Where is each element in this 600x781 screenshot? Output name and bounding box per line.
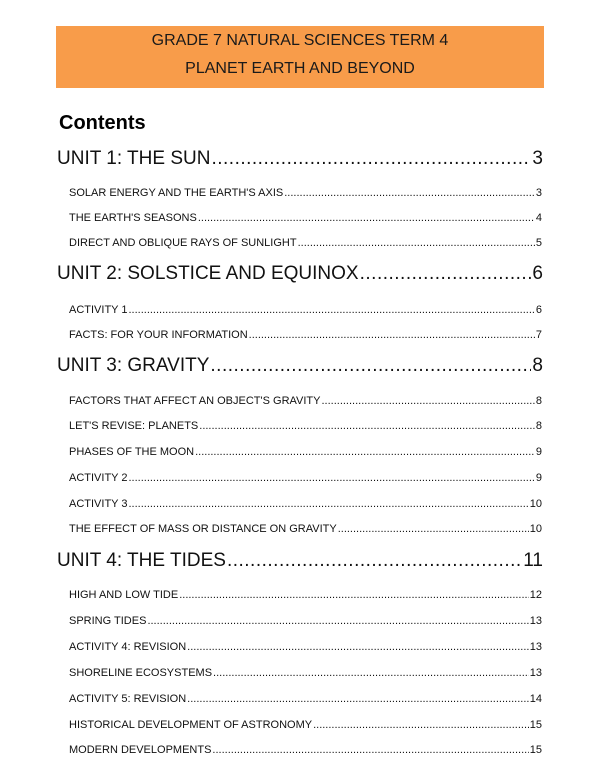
toc-title: UNIT 1: THE SUN <box>57 148 211 169</box>
toc-entry[interactable] <box>69 445 542 459</box>
toc-entry[interactable] <box>69 743 542 757</box>
toc-title: SOLAR ENERGY AND THE EARTH'S AXIS <box>69 187 284 199</box>
toc-page: 10 <box>529 523 542 535</box>
toc-title: MODERN DEVELOPMENTS <box>69 744 212 756</box>
toc-page: 4 <box>535 212 542 224</box>
title-banner <box>56 26 544 88</box>
toc-entry-unit[interactable] <box>57 263 543 285</box>
toc-title: LET'S REVISE: PLANETS <box>69 420 199 432</box>
toc-leader <box>284 186 535 200</box>
toc-entry-unit[interactable] <box>57 148 543 170</box>
toc-page: 14 <box>529 693 542 705</box>
toc-page: 3 <box>532 148 543 169</box>
toc-leader <box>147 614 528 628</box>
toc-title: ACTIVITY 5: REVISION <box>69 693 187 705</box>
toc-page: 13 <box>529 615 542 627</box>
contents-heading: Contents <box>59 112 146 134</box>
toc-page: 11 <box>523 550 543 571</box>
toc-title: THE EFFECT OF MASS OR DISTANCE ON GRAVITY <box>69 523 337 535</box>
toc-entry[interactable] <box>69 236 542 250</box>
toc-leader <box>179 588 529 602</box>
toc-page: 8 <box>535 420 542 432</box>
toc-title: ACTIVITY 2 <box>69 472 128 484</box>
toc-title: HISTORICAL DEVELOPMENT OF ASTRONOMY <box>69 719 313 731</box>
toc-leader <box>195 445 535 459</box>
toc-title: SHORELINE ECOSYSTEMS <box>69 667 213 679</box>
toc-leader <box>338 522 529 536</box>
toc-entry[interactable] <box>69 471 542 485</box>
banner-title-line2: PLANET EARTH AND BEYOND <box>185 60 415 77</box>
toc-page: 9 <box>535 472 542 484</box>
toc-leader <box>128 497 528 511</box>
toc-title: ACTIVITY 4: REVISION <box>69 641 187 653</box>
toc-leader <box>360 263 532 285</box>
toc-page: 5 <box>535 237 542 249</box>
toc-page: 13 <box>529 667 542 679</box>
toc-title: FACTORS THAT AFFECT AN OBJECT'S GRAVITY <box>69 395 321 407</box>
toc-title: UNIT 2: SOLSTICE AND EQUINOX <box>57 263 359 284</box>
toc-leader <box>249 328 535 342</box>
toc-page: 12 <box>529 589 542 601</box>
toc-title: ACTIVITY 3 <box>69 498 128 510</box>
toc-page: 15 <box>529 744 542 756</box>
toc-entry[interactable] <box>69 588 542 602</box>
toc-entry-unit[interactable] <box>57 355 543 377</box>
toc-page: 8 <box>535 395 542 407</box>
toc-entry[interactable] <box>69 718 542 732</box>
toc-page: 9 <box>535 446 542 458</box>
toc-entry[interactable] <box>69 419 542 433</box>
toc-leader <box>187 692 529 706</box>
toc-leader <box>213 666 529 680</box>
banner-title-line1: GRADE 7 NATURAL SCIENCES TERM 4 <box>151 32 449 49</box>
toc-leader <box>199 419 535 433</box>
toc-entry[interactable] <box>69 692 542 706</box>
toc-page: 13 <box>529 641 542 653</box>
toc-entry[interactable] <box>69 303 542 317</box>
toc-leader <box>128 471 534 485</box>
toc-entry[interactable] <box>69 186 542 200</box>
toc-entry[interactable] <box>69 394 542 408</box>
toc-entry[interactable] <box>69 614 542 628</box>
toc-entry[interactable] <box>69 328 542 342</box>
toc-leader <box>321 394 534 408</box>
toc-entry[interactable] <box>69 666 542 680</box>
toc-entry[interactable] <box>69 522 542 536</box>
toc-leader <box>212 743 528 757</box>
toc-leader <box>227 550 522 572</box>
toc-title: FACTS: FOR YOUR INFORMATION <box>69 329 248 341</box>
toc-title: UNIT 3: GRAVITY <box>57 355 210 376</box>
toc-page: 10 <box>529 498 542 510</box>
toc-title: THE EARTH'S SEASONS <box>69 212 197 224</box>
toc-leader <box>210 355 531 377</box>
toc-title: DIRECT AND OBLIQUE RAYS OF SUNLIGHT <box>69 237 297 249</box>
toc-entry[interactable] <box>69 640 542 654</box>
toc-page: 15 <box>529 719 542 731</box>
toc-leader <box>128 303 534 317</box>
toc-title: PHASES OF THE MOON <box>69 446 195 458</box>
toc-leader <box>298 236 535 250</box>
toc-leader <box>187 640 529 654</box>
toc-page: 3 <box>535 187 542 199</box>
toc-entry-unit[interactable] <box>57 550 543 572</box>
toc-title: UNIT 4: THE TIDES <box>57 550 226 571</box>
toc-title: HIGH AND LOW TIDE <box>69 589 179 601</box>
toc-leader <box>211 148 531 170</box>
toc-page: 6 <box>532 263 543 284</box>
toc-entry[interactable] <box>69 497 542 511</box>
toc-leader <box>198 211 535 225</box>
toc-title: SPRING TIDES <box>69 615 147 627</box>
toc-page: 7 <box>535 329 542 341</box>
toc-leader <box>313 718 529 732</box>
toc-title: ACTIVITY 1 <box>69 304 128 316</box>
toc-entry[interactable] <box>69 211 542 225</box>
toc-page: 8 <box>532 355 543 376</box>
toc-page: 6 <box>535 304 542 316</box>
